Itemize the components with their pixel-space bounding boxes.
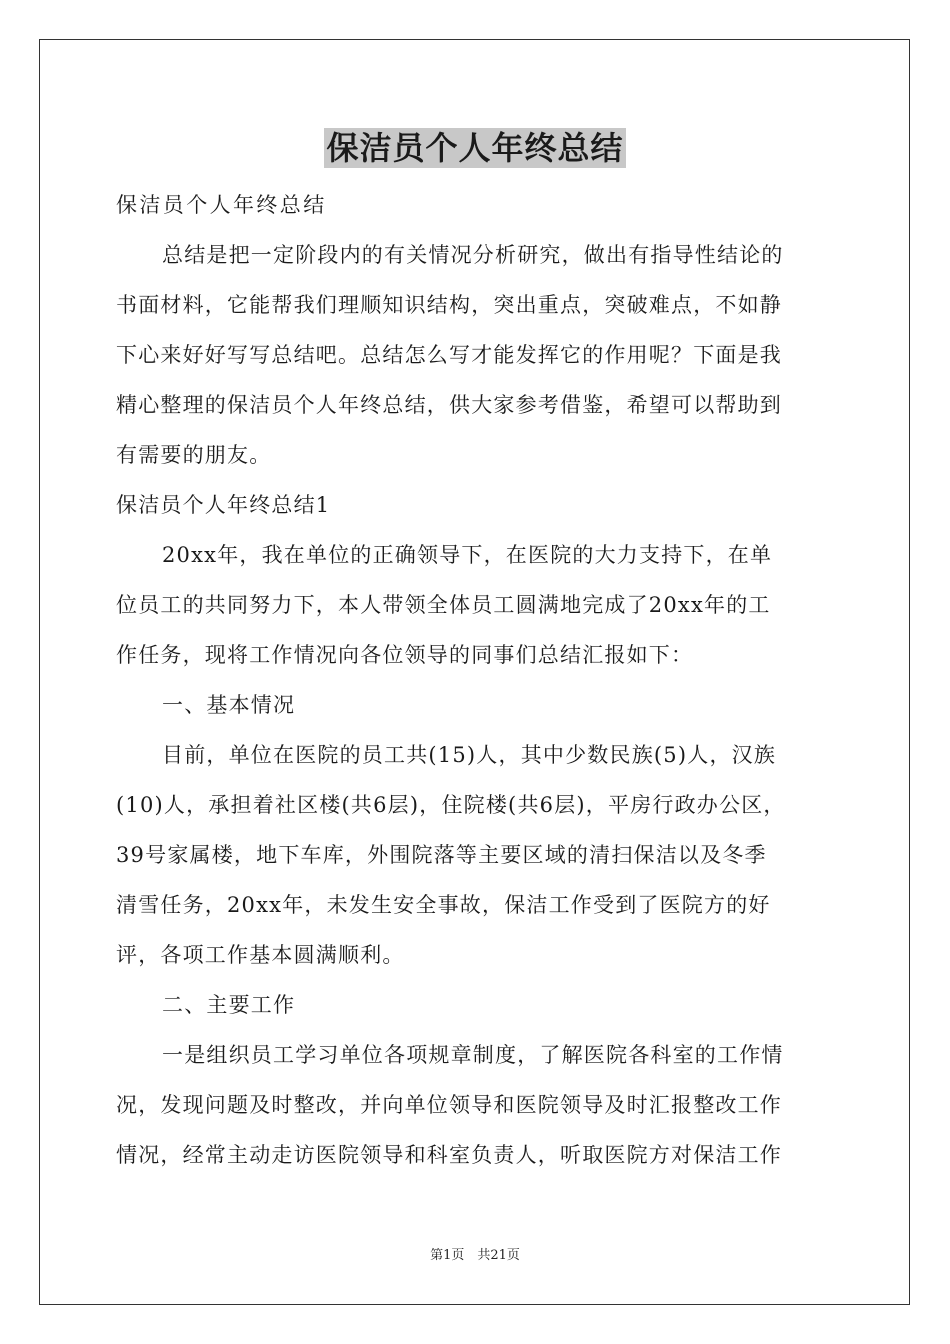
text-line: 有需要的朋友。 (116, 443, 272, 467)
text-line: 20xx年，我在单位的正确领导下，在医院的大力支持下，在单 (162, 543, 773, 567)
section-heading: 保洁员个人年终总结1 (116, 493, 331, 517)
text-line: 总结是把一定阶段内的有关情况分析研究，做出有指导性结论的 (162, 243, 784, 267)
text-line: 39号家属楼，地下车库，外围院落等主要区域的清扫保洁以及冬季 (116, 843, 767, 867)
text-line: 清雪任务，20xx年，未发生安全事故，保洁工作受到了医院方的好 (116, 893, 771, 917)
text-line: 情况，经常主动走访医院领导和科室负责人，听取医院方对保洁工作 (116, 1143, 782, 1167)
document-body (116, 180, 836, 1180)
page-footer: 第1页 共21页 (430, 1248, 520, 1263)
document-subtitle: 保洁员个人年终总结 (116, 193, 327, 217)
subsection-heading: 二、主要工作 (162, 993, 296, 1017)
text-line: (10)人，承担着社区楼(共6层)，住院楼(共6层)，平房行政办公区， (116, 793, 786, 817)
text-line: 书面材料，它能帮我们理顺知识结构，突出重点，突破难点，不如静 (116, 293, 782, 317)
text-line: 目前，单位在医院的员工共(15)人，其中少数民族(5)人，汉族 (162, 743, 777, 767)
text-line: 位员工的共同努力下，本人带领全体员工圆满地完成了20xx年的工 (116, 593, 771, 617)
text-line: 一是组织员工学习单位各项规章制度，了解医院各科室的工作情 (162, 1043, 784, 1067)
subsection-heading: 一、基本情况 (162, 693, 296, 717)
text-line: 作任务，现将工作情况向各位领导的同事们总结汇报如下： (116, 643, 694, 667)
text-line: 况，发现问题及时整改，并向单位领导和医院领导及时汇报整改工作 (116, 1093, 782, 1117)
title-container (0, 128, 950, 168)
document-title: 保洁员个人年终总结 (326, 129, 624, 167)
text-line: 精心整理的保洁员个人年终总结，供大家参考借鉴，希望可以帮助到 (116, 393, 782, 417)
text-line: 评，各项工作基本圆满顺利。 (116, 943, 405, 967)
text-line: 下心来好好写写总结吧。总结怎么写才能发挥它的作用呢？下面是我 (116, 343, 782, 367)
